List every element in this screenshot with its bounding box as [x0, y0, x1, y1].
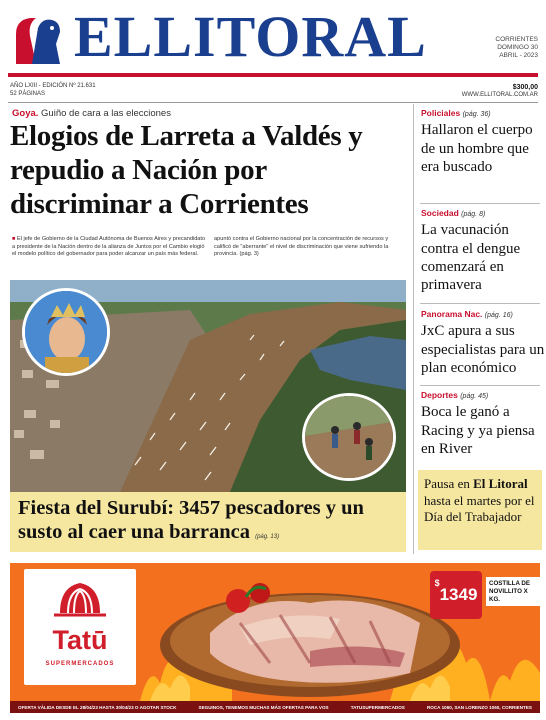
- photo-headline-text: Fiesta del Surubí: 3457 pescadores y un susto al caer una barranca: [18, 497, 364, 543]
- ad-validity: OFERTA VÁLIDA DESDE EL 28/04/23 HASTA 30/04/23 O AGOTAR STOCK: [18, 704, 177, 710]
- lede-text-2: apuntó contra el Gobierno nacional por la concentración de recursos y calificó de "aberrante" el nivel de discriminación que viene sufriendo la provincia.: [214, 236, 389, 258]
- supermarket-advertisement[interactable]: [10, 563, 540, 701]
- sidebar-headline: Boca le ganó a Racing y ya piensa en River: [421, 404, 535, 457]
- page-ref: (pág. 16): [484, 312, 513, 319]
- newspaper-title: ELLITORAL: [74, 4, 427, 69]
- armadillo-logo-icon: [24, 569, 136, 625]
- price-value: 1349: [439, 585, 478, 604]
- ad-address: ROCA 1060, SAN LORENZO 1060, CORRIENTES: [426, 704, 532, 710]
- region-label: CORRIENTES: [495, 36, 538, 43]
- main-story-lede-col1: [12, 236, 208, 259]
- lede-page-ref: (pág. 3): [239, 251, 259, 258]
- main-story-section: Goya.: [12, 108, 39, 119]
- queen-portrait-inset[interactable]: [22, 288, 110, 376]
- rooster-logo-icon: [10, 14, 66, 66]
- page-ref: (pág. 36): [462, 111, 491, 118]
- website-link[interactable]: WWW.ELLITORAL.COM.AR: [461, 92, 538, 99]
- date-line-1: DOMINGO 30: [497, 44, 538, 52]
- sidebar-section-label: [421, 108, 545, 119]
- section-name: Panorama Nac.: [421, 309, 483, 319]
- notice-brand: El Litoral: [473, 476, 528, 491]
- cover-price: $300,00: [512, 84, 538, 91]
- photo-story-headline[interactable]: [18, 497, 402, 544]
- main-headline[interactable]: Elogios de Larreta a Valdés y repudio a Nación por discriminar a Corrientes: [10, 120, 363, 220]
- sidebar-headline: Hallaron el cuerpo de un hombre que era buscado: [421, 122, 533, 175]
- currency-symbol: $: [434, 578, 440, 588]
- sidebar-headline: La vacunación contra el dengue comenzará en primavera: [421, 222, 521, 294]
- sidebar-story-panorama[interactable]: [421, 309, 545, 377]
- page-ref: (pág. 8): [461, 211, 486, 218]
- sidebar-section-label: [421, 309, 545, 320]
- portrait-illustration: [25, 291, 107, 373]
- sidebar-story-policiales[interactable]: [421, 108, 545, 176]
- ad-footer-bar: [10, 701, 540, 713]
- riverbank-collapse-inset[interactable]: [302, 393, 396, 481]
- sidebar-divider: [420, 385, 540, 386]
- main-story-kicker: [12, 108, 171, 119]
- column-divider: [413, 104, 414, 554]
- tatu-logo: [24, 569, 136, 685]
- masthead-red-rule: [8, 73, 538, 77]
- issue-number: AÑO LXIII - EDICIÓN Nº 21.631: [10, 83, 96, 89]
- product-label: COSTILLA DE NOVILLITO X KG.: [486, 577, 540, 606]
- page-ref: (pág. 45): [460, 393, 489, 400]
- sidebar-divider: [420, 303, 540, 304]
- sidebar-section-label: [421, 208, 545, 219]
- main-story-kicker-text: Guiño de cara a las elecciones: [41, 108, 171, 119]
- notice-text-before: Pausa en: [424, 476, 474, 491]
- sidebar-divider: [420, 203, 540, 204]
- divider: [8, 102, 538, 103]
- section-name: Sociedad: [421, 208, 459, 218]
- issue-bar: [8, 80, 538, 100]
- sidebar-section-label: [421, 390, 545, 401]
- photo-page-ref: (pág. 13): [255, 533, 280, 540]
- collapse-illustration: [305, 396, 393, 478]
- page-count: 52 PÁGINAS: [10, 90, 46, 97]
- section-name: Deportes: [421, 390, 458, 400]
- notice-text-after: hasta el martes por el Día del Trabajador: [424, 492, 535, 525]
- date-line-2: ABRIL - 2023: [499, 52, 538, 60]
- ad-brand-sub: SUPERMERCADOS: [45, 661, 115, 667]
- ad-follow-text: SEGUINOS, TENEMOS MUCHAS MÁS OFERTAS PARA VOS: [198, 704, 329, 710]
- main-story-lede-col2: [214, 236, 404, 259]
- holiday-notice-box: [418, 470, 542, 550]
- sidebar-headline: JxC apura a sus especialistas para un plan económico: [421, 323, 545, 376]
- masthead: [8, 6, 538, 72]
- edition-info: [495, 36, 538, 60]
- bullet-square-icon: ■: [12, 236, 17, 242]
- price-tag: [430, 571, 482, 619]
- section-name: Policiales: [421, 108, 461, 118]
- ad-brand-name: Tatū: [52, 625, 108, 655]
- lede-text-1: El jefe de Gobierno de la Ciudad Autónoma de Buenos Aires y precandidato a presidente de la Nación dentro de la alianza de Juntos por el Cambio elogió el modelo político del gobernador para poder alcanzar un país más federal.: [12, 236, 206, 258]
- sidebar-story-deportes[interactable]: [421, 390, 545, 458]
- ad-social-handle[interactable]: TATUSUPERMERCADOS: [350, 704, 405, 710]
- sidebar-story-sociedad[interactable]: [421, 208, 545, 295]
